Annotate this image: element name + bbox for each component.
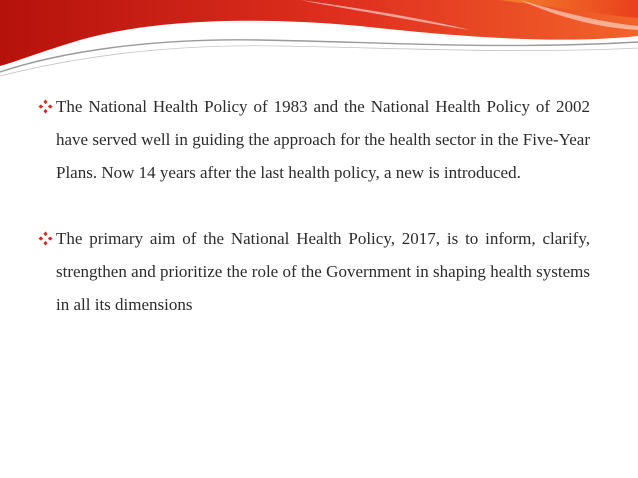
- bullet-text: The National Health Policy of 1983 and the National Health Policy of 2002 have served well in guiding the approach for the health sector in the Five-Year Plans. Now 14 years after the last health policy, a new is introduced.: [56, 97, 590, 182]
- diamond-quad-icon: [38, 231, 53, 246]
- bullet-item: [38, 90, 590, 189]
- diamond-quad-icon: [38, 99, 53, 114]
- slide-body: [38, 90, 590, 321]
- header-swoosh-decoration: [0, 0, 638, 80]
- bullet-item: [38, 222, 590, 321]
- bullet-text: The primary aim of the National Health Policy, 2017, is to inform, clarify, strengthen and prioritize the role of the Government in shaping health systems in all its dimensions: [56, 229, 590, 314]
